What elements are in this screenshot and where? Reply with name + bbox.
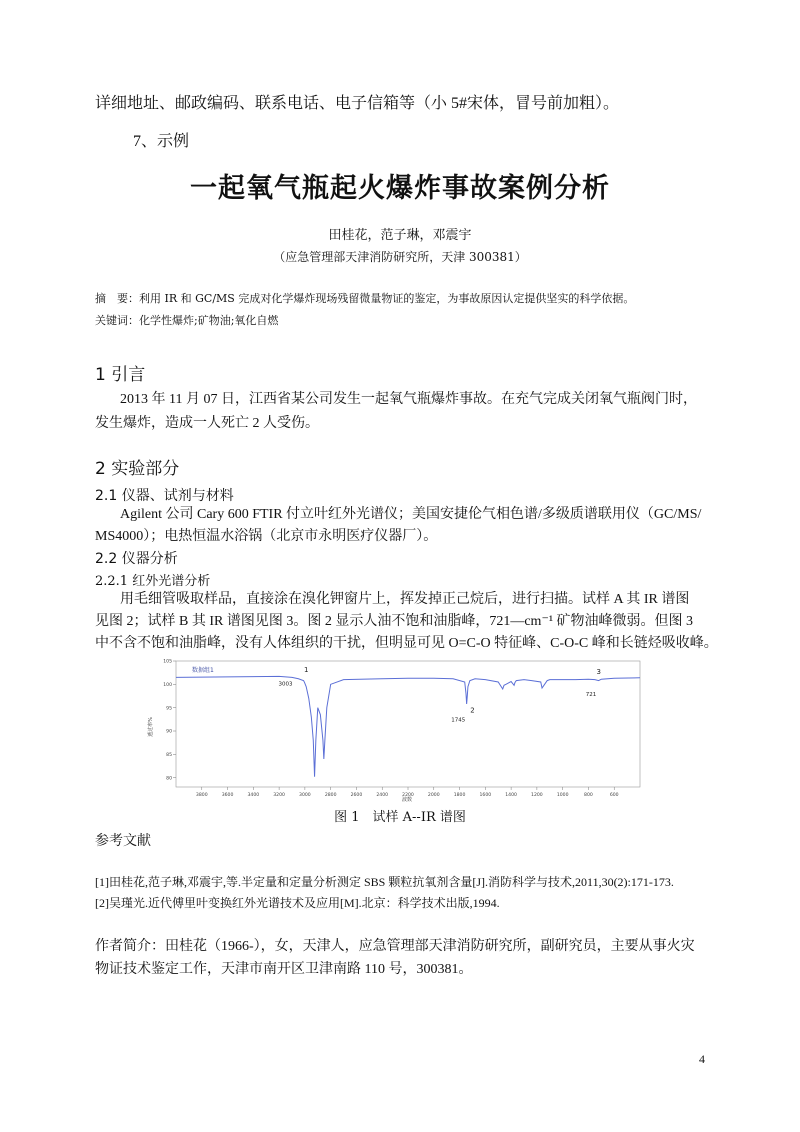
author-bio-line1	[95, 934, 695, 959]
peak-annotation: 2	[470, 706, 475, 715]
x-tick-label: 2400	[376, 793, 389, 798]
y-tick-label: 90	[166, 729, 172, 735]
abstract	[95, 290, 634, 306]
x-tick-label: 2200	[402, 793, 414, 798]
x-tick-label: 3600	[221, 793, 234, 798]
references-heading: 参考文献	[95, 833, 151, 849]
section-1-paragraph-line2: 发生爆炸，造成一人死亡 2 人受伤。	[95, 416, 319, 431]
section-1-paragraph-line1: 2013 年 11 月 07 日，江西省某公司发生一起氧气瓶爆炸事故。在充气完成关闭氧气瓶阀门时，	[120, 392, 697, 407]
x-tick-label: 3800	[195, 793, 208, 798]
keywords-text: 化学性爆炸;矿物油;氧化自燃	[139, 314, 279, 327]
x-tick-label: 1200	[531, 793, 543, 798]
paper-title: 一起氧气瓶起火爆炸事故案例分析	[190, 173, 610, 204]
keywords	[95, 312, 278, 328]
author-bio-line2: 物证技术鉴定工作，天津市南开区卫津南路 110 号，300381。	[95, 962, 473, 977]
peak-annotation: 1	[303, 666, 309, 675]
subsection-2-2-heading: 2.2 仪器分析	[95, 551, 178, 567]
subsection-2-1-line2: MS4000）；电热恒温水浴锅（北京市永明医疗仪器厂）。	[95, 529, 438, 544]
section-2-heading: 2 实验部分	[95, 459, 180, 479]
x-tick-label: 600	[609, 793, 619, 798]
x-tick-label: 2600	[350, 793, 363, 798]
chart-legend: 数据组1	[192, 667, 214, 674]
x-tick-label: 2800	[324, 793, 337, 798]
x-tick-label: 3400	[247, 793, 260, 798]
subsection-2-2-1-line1: 用毛细管吸取样品，直接涂在溴化钾窗片上，挥发掉正己烷后，进行扫描。试样 A 其 IR 谱图	[120, 592, 690, 607]
x-tick-label: 3200	[273, 793, 285, 798]
peak-annotation: 3003	[278, 681, 293, 688]
abstract-label: 摘 要：	[95, 292, 139, 305]
x-tick-label: 1400	[505, 793, 517, 798]
ir-spectrum-chart	[140, 655, 650, 805]
subsection-2-1-heading: 2.1 仪器、试剂与材料	[95, 488, 234, 504]
x-tick-label: 800	[584, 793, 593, 798]
author-bio-text-1: 田桂花（1966-），女，天津人，应急管理部天津消防研究所，副研究员，主要从事火灾	[165, 939, 695, 954]
ir-spectrum-line	[176, 676, 640, 776]
author-bio-label: 作者简介：	[95, 938, 165, 954]
x-tick-label: 1000	[556, 793, 569, 798]
chart-y-axis-label: 透过率%	[148, 717, 154, 737]
y-tick-label: 80	[166, 776, 172, 782]
reference-item: [2]吴瑾光.近代傅里叶变换红外光谱技术及应用[M].北京：科学技术出版,1994.	[95, 896, 500, 910]
subsection-2-1-line1: Agilent 公司 Cary 600 FTIR 付立叶红外光谱仪；美国安捷伦气相色谱/多级质谱联用仪（GC/MS/	[120, 507, 702, 522]
page-number: 4	[699, 1052, 705, 1066]
peak-annotation: 1745	[451, 717, 466, 724]
figure-caption: 图 1 试样 A--IR 谱图	[334, 810, 466, 825]
keywords-label: 关键词：	[95, 314, 139, 327]
chart-annotations	[279, 666, 601, 723]
chart-x-axis-label: 波数	[401, 797, 413, 803]
section-1-heading: 1 引言	[95, 365, 146, 385]
subsection-2-2-1-line3: 中不含不饱和油脂峰，没有人体组织的干扰，但明显可见 O=C-O 特征峰、C-O-C 峰和长链烃吸收峰。	[95, 636, 718, 651]
example-label: 7、示例	[133, 133, 190, 150]
x-tick-label: 2000	[427, 793, 440, 798]
abstract-text: 利用 IR 和 GC/MS 完成对化学爆炸现场残留微量物证的鉴定，为事故原因认定提供坚实的科学依据。	[139, 292, 635, 305]
x-tick-label: 1600	[479, 793, 492, 798]
x-tick-label: 1800	[453, 793, 466, 798]
subsection-2-2-1-line2: 见图 2；试样 B 其 IR 谱图见图 3。图 2 显示人油不饱和油脂峰，721—cm⁻¹ 矿物油峰微弱。但图 3	[95, 614, 694, 629]
y-tick-label: 85	[166, 752, 172, 758]
peak-annotation: 721	[585, 692, 597, 698]
y-tick-label: 105	[163, 659, 172, 665]
y-tick-label: 95	[166, 706, 172, 712]
address-instruction: 详细地址、邮政编码、联系电话、电子信箱等（小 5#宋体，冒号前加粗）。	[95, 95, 620, 112]
subsection-2-2-1-heading: 2.2.1 红外光谱分析	[95, 574, 211, 589]
authors: 田桂花，范子琳，邓震宇	[328, 228, 472, 243]
reference-item: [1]田桂花,范子琳,邓震宇,等.半定量和定量分析测定 SBS 颗粒抗氧剂含量[J].消防科学与技术,2011,30(2):171-173.	[95, 875, 674, 889]
x-tick-label: 3000	[299, 793, 311, 798]
affiliation: （应急管理部天津消防研究所，天津 300381）	[273, 250, 527, 264]
y-tick-label: 100	[163, 682, 172, 688]
peak-annotation: 3	[596, 668, 601, 677]
